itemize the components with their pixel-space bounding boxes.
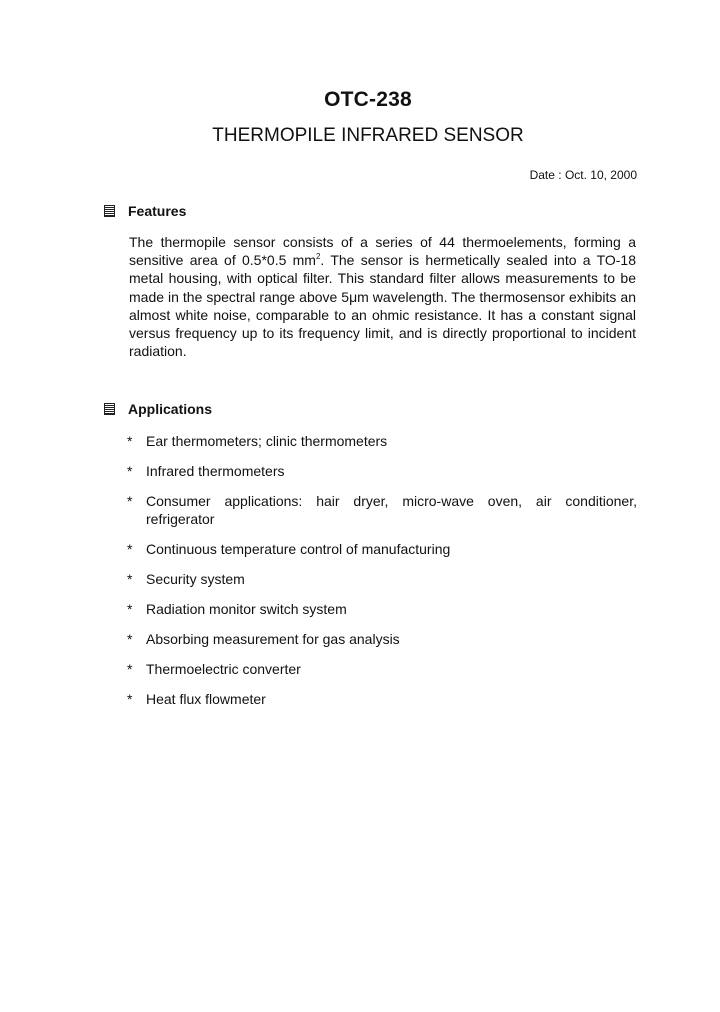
list-item	[127, 660, 637, 678]
list-item	[127, 570, 637, 588]
asterisk-bullet: *	[127, 661, 133, 677]
asterisk-bullet: *	[127, 691, 133, 707]
list-item-text: Thermoelectric converter	[146, 661, 301, 677]
list-item-text: Infrared thermometers	[146, 463, 285, 479]
asterisk-bullet: *	[127, 433, 133, 449]
list-item-text: Ear thermometers; clinic thermometers	[146, 433, 388, 449]
features-heading-label: Features	[128, 203, 187, 219]
document-title: OTC-238	[324, 88, 412, 111]
applications-heading-label: Applications	[128, 401, 213, 417]
list-item	[127, 432, 637, 450]
list-item-text: Heat flux flowmeter	[146, 691, 266, 707]
features-text-part2: . The sensor is hermetically sealed into a TO-18 metal housing, with optical filter. This standard filter allows measurements to be made in the spectral range above 5μm wavelength. The thermosensor exhibits an almost white noise, comparable to an ohmic resistance. It has a constant signal versus frequency up to its frequency limit, and is directly proportional to incident radiation.	[129, 252, 636, 360]
list-item	[127, 600, 637, 618]
applications-heading	[104, 401, 212, 417]
features-text-part1: The thermopile sensor consists of a series of 44 thermoelements, forming a sensitive area of 0.5*0.5 mm	[129, 234, 636, 269]
list-item	[127, 540, 637, 558]
document-date: Date : Oct. 10, 2000	[529, 168, 637, 182]
list-item-text: Radiation monitor switch system	[146, 601, 347, 617]
list-item-text: Absorbing measurement for gas analysis	[146, 631, 400, 647]
list-item	[127, 690, 637, 708]
list-item-text: Security system	[146, 571, 245, 587]
asterisk-bullet: *	[127, 463, 133, 479]
asterisk-bullet: *	[127, 601, 133, 617]
list-item-text: Continuous temperature control of manufacturing	[146, 541, 451, 557]
asterisk-bullet: *	[127, 493, 133, 509]
features-heading	[104, 203, 186, 219]
asterisk-bullet: *	[127, 571, 133, 587]
superscript-squared: 2	[315, 252, 321, 262]
features-paragraph	[129, 233, 636, 360]
section-bullet-icon	[104, 205, 115, 217]
list-item-text: Consumer applications: hair dryer, micro-wave oven, air conditioner, refrigerator	[146, 493, 637, 527]
document-subtitle: THERMOPILE INFRARED SENSOR	[212, 125, 524, 146]
list-item	[127, 630, 637, 648]
list-item	[127, 462, 637, 480]
section-bullet-icon	[104, 403, 115, 415]
asterisk-bullet: *	[127, 541, 133, 557]
list-item	[127, 492, 637, 528]
asterisk-bullet: *	[127, 631, 133, 647]
applications-list	[127, 432, 637, 708]
